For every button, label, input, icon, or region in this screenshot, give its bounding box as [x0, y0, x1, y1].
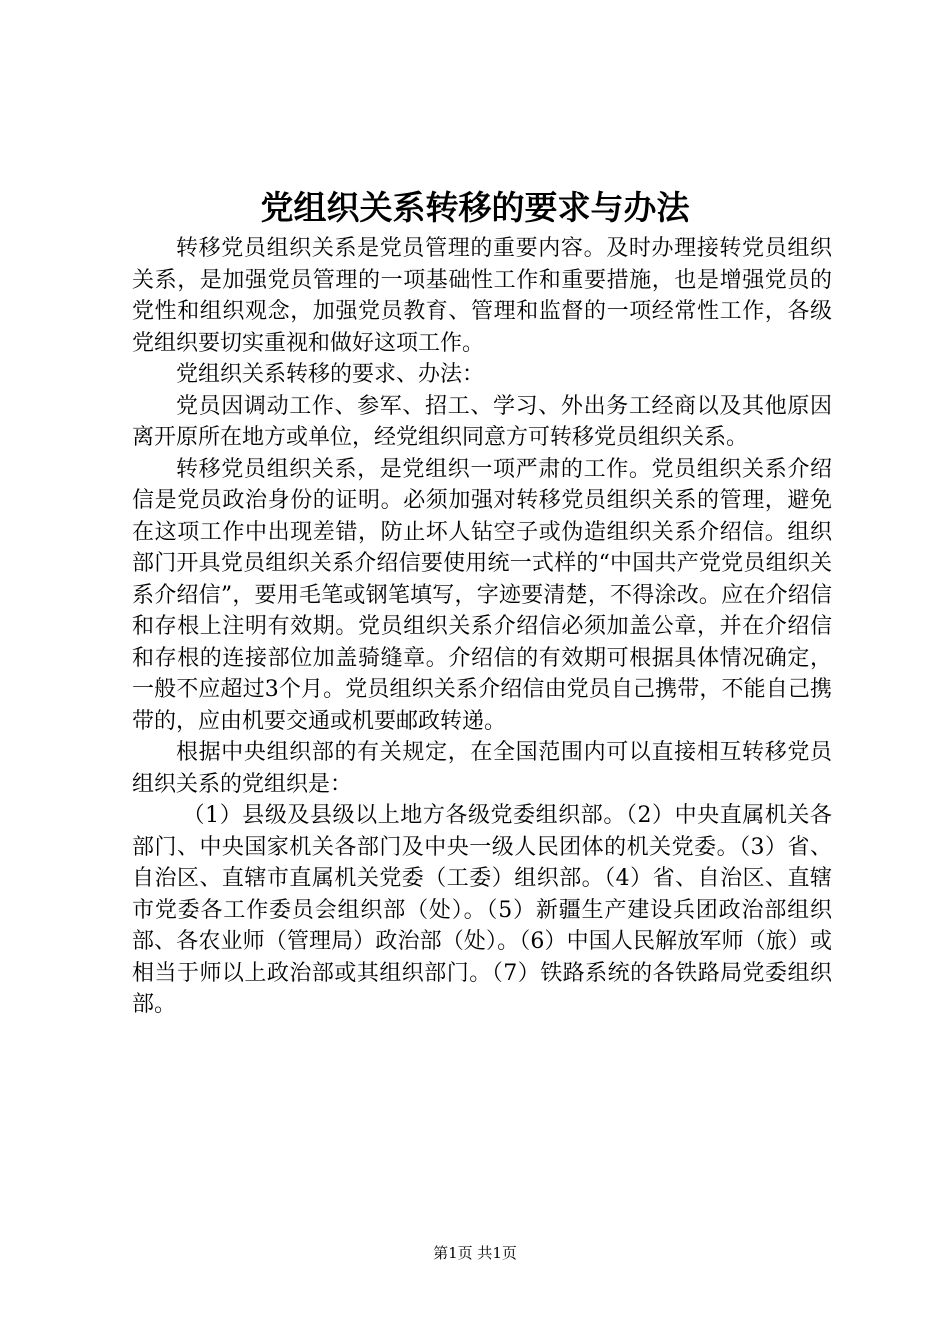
page-footer: 第1页 共1页: [433, 1244, 517, 1262]
document-body: [132, 233, 832, 1021]
paragraph-intro: 转移党员组织关系是党员管理的重要内容。及时办理接转党员组织关系，是加强党员管理的一项基础性工作和重要措施，也是增强党员的党性和组织观念，加强党员教育、管理和监督的一项经常性工作，各级党组织要切实重视和做好这项工作。: [132, 236, 832, 356]
paragraph-organization-list: （1）县级及县级以上地方各级党委组织部。（2）中央直属机关各部门、中央国家机关各部门及中央一级人民团体的机关党委。（3）省、自治区、直辖市直属机关党委（工委）组织部。（4）省、自治区、直辖市党委各工作委员会组织部（处）。（5）新疆生产建设兵团政治部组织部、各农业师（管理局）政治部（处）。（6）中国人民解放军师（旅）或相当于师以上政治部或其组织部门。（7）铁路系统的各铁路局党委组织部。: [132, 803, 832, 1017]
paragraph-regulation: 根据中央组织部的有关规定，在全国范围内可以直接相互转移党员组织关系的党组织是：: [132, 740, 832, 797]
paragraph-conditions: 党员因调动工作、参军、招工、学习、外出务工经商以及其他原因离开原所在地方或单位，经党组织同意方可转移党员组织关系。: [132, 393, 832, 450]
document-title: 党组织关系转移的要求与办法: [260, 188, 690, 227]
paragraph-letter-rules: 转移党员组织关系，是党组织一项严肃的工作。党员组织关系介绍信是党员政治身份的证明。必须加强对转移党员组织关系的管理，避免在这项工作中出现差错，防止坏人钻空子或伪造组织关系介绍信。组织部门开具党员组织关系介绍信要使用统一式样的“中国共产党党员组织关系介绍信”，要用毛笔或钢笔填写，字迹要清楚，不得涂改。应在介绍信和存根上注明有效期。党员组织关系介绍信必须加盖公章，并在介绍信和存根的连接部位加盖骑缝章。介绍信的有效期可根据具体情况确定，一般不应超过3个月。党员组织关系介绍信由党员自己携带，不能自己携带的，应由机要交通或机要邮政转递。: [132, 456, 832, 734]
paragraph-heading: 党组织关系转移的要求、办法：: [176, 362, 485, 387]
